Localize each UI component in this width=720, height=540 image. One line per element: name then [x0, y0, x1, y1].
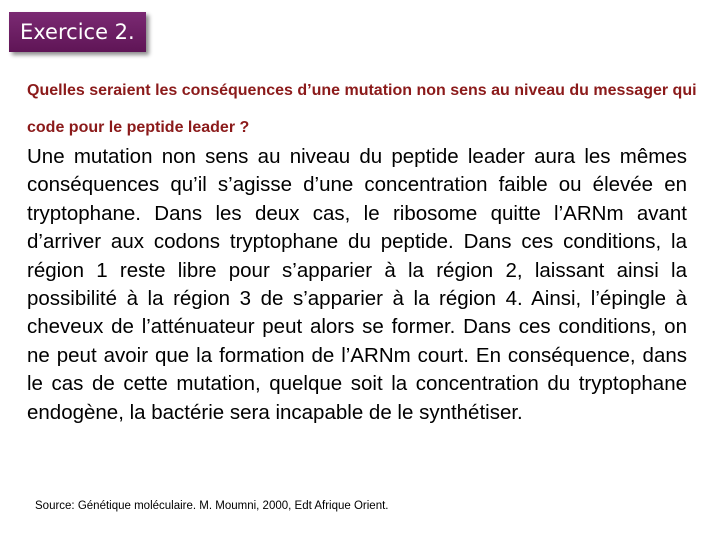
question-text: Quelles seraient les conséquences d’une mutation non sens au niveau du messager qui code pour le peptide leader ? — [27, 82, 697, 136]
slide-title: Exercice 2. — [9, 12, 146, 52]
answer-paragraph: Une mutation non sens au niveau du peptide leader aura les mêmes conséquences qu’il s’agisse d’une concentration faible ou élevée en tryptophane. Dans les deux cas, le ribosome quitte l’ARNm avant d’arriver aux codons tryptophane du peptide. Dans ces conditions, la région 1 reste libre pour s’apparier à la région 2, laissant ainsi la possibilité à la région 3 de s’apparier à la région 4. Ainsi, l’épingle à cheveux de l’atténuateur peut alors se former. Dans ces conditions, on ne peut avoir que la formation de l’ARNm court. En conséquence, dans le cas de cette mutation, quelque soit la concentration du tryptophane endogène, la bactérie sera incapable de le synthétiser. — [27, 145, 687, 424]
source-citation: Source: Génétique moléculaire. M. Moumni, 2000, Edt Afrique Orient. — [35, 500, 389, 512]
